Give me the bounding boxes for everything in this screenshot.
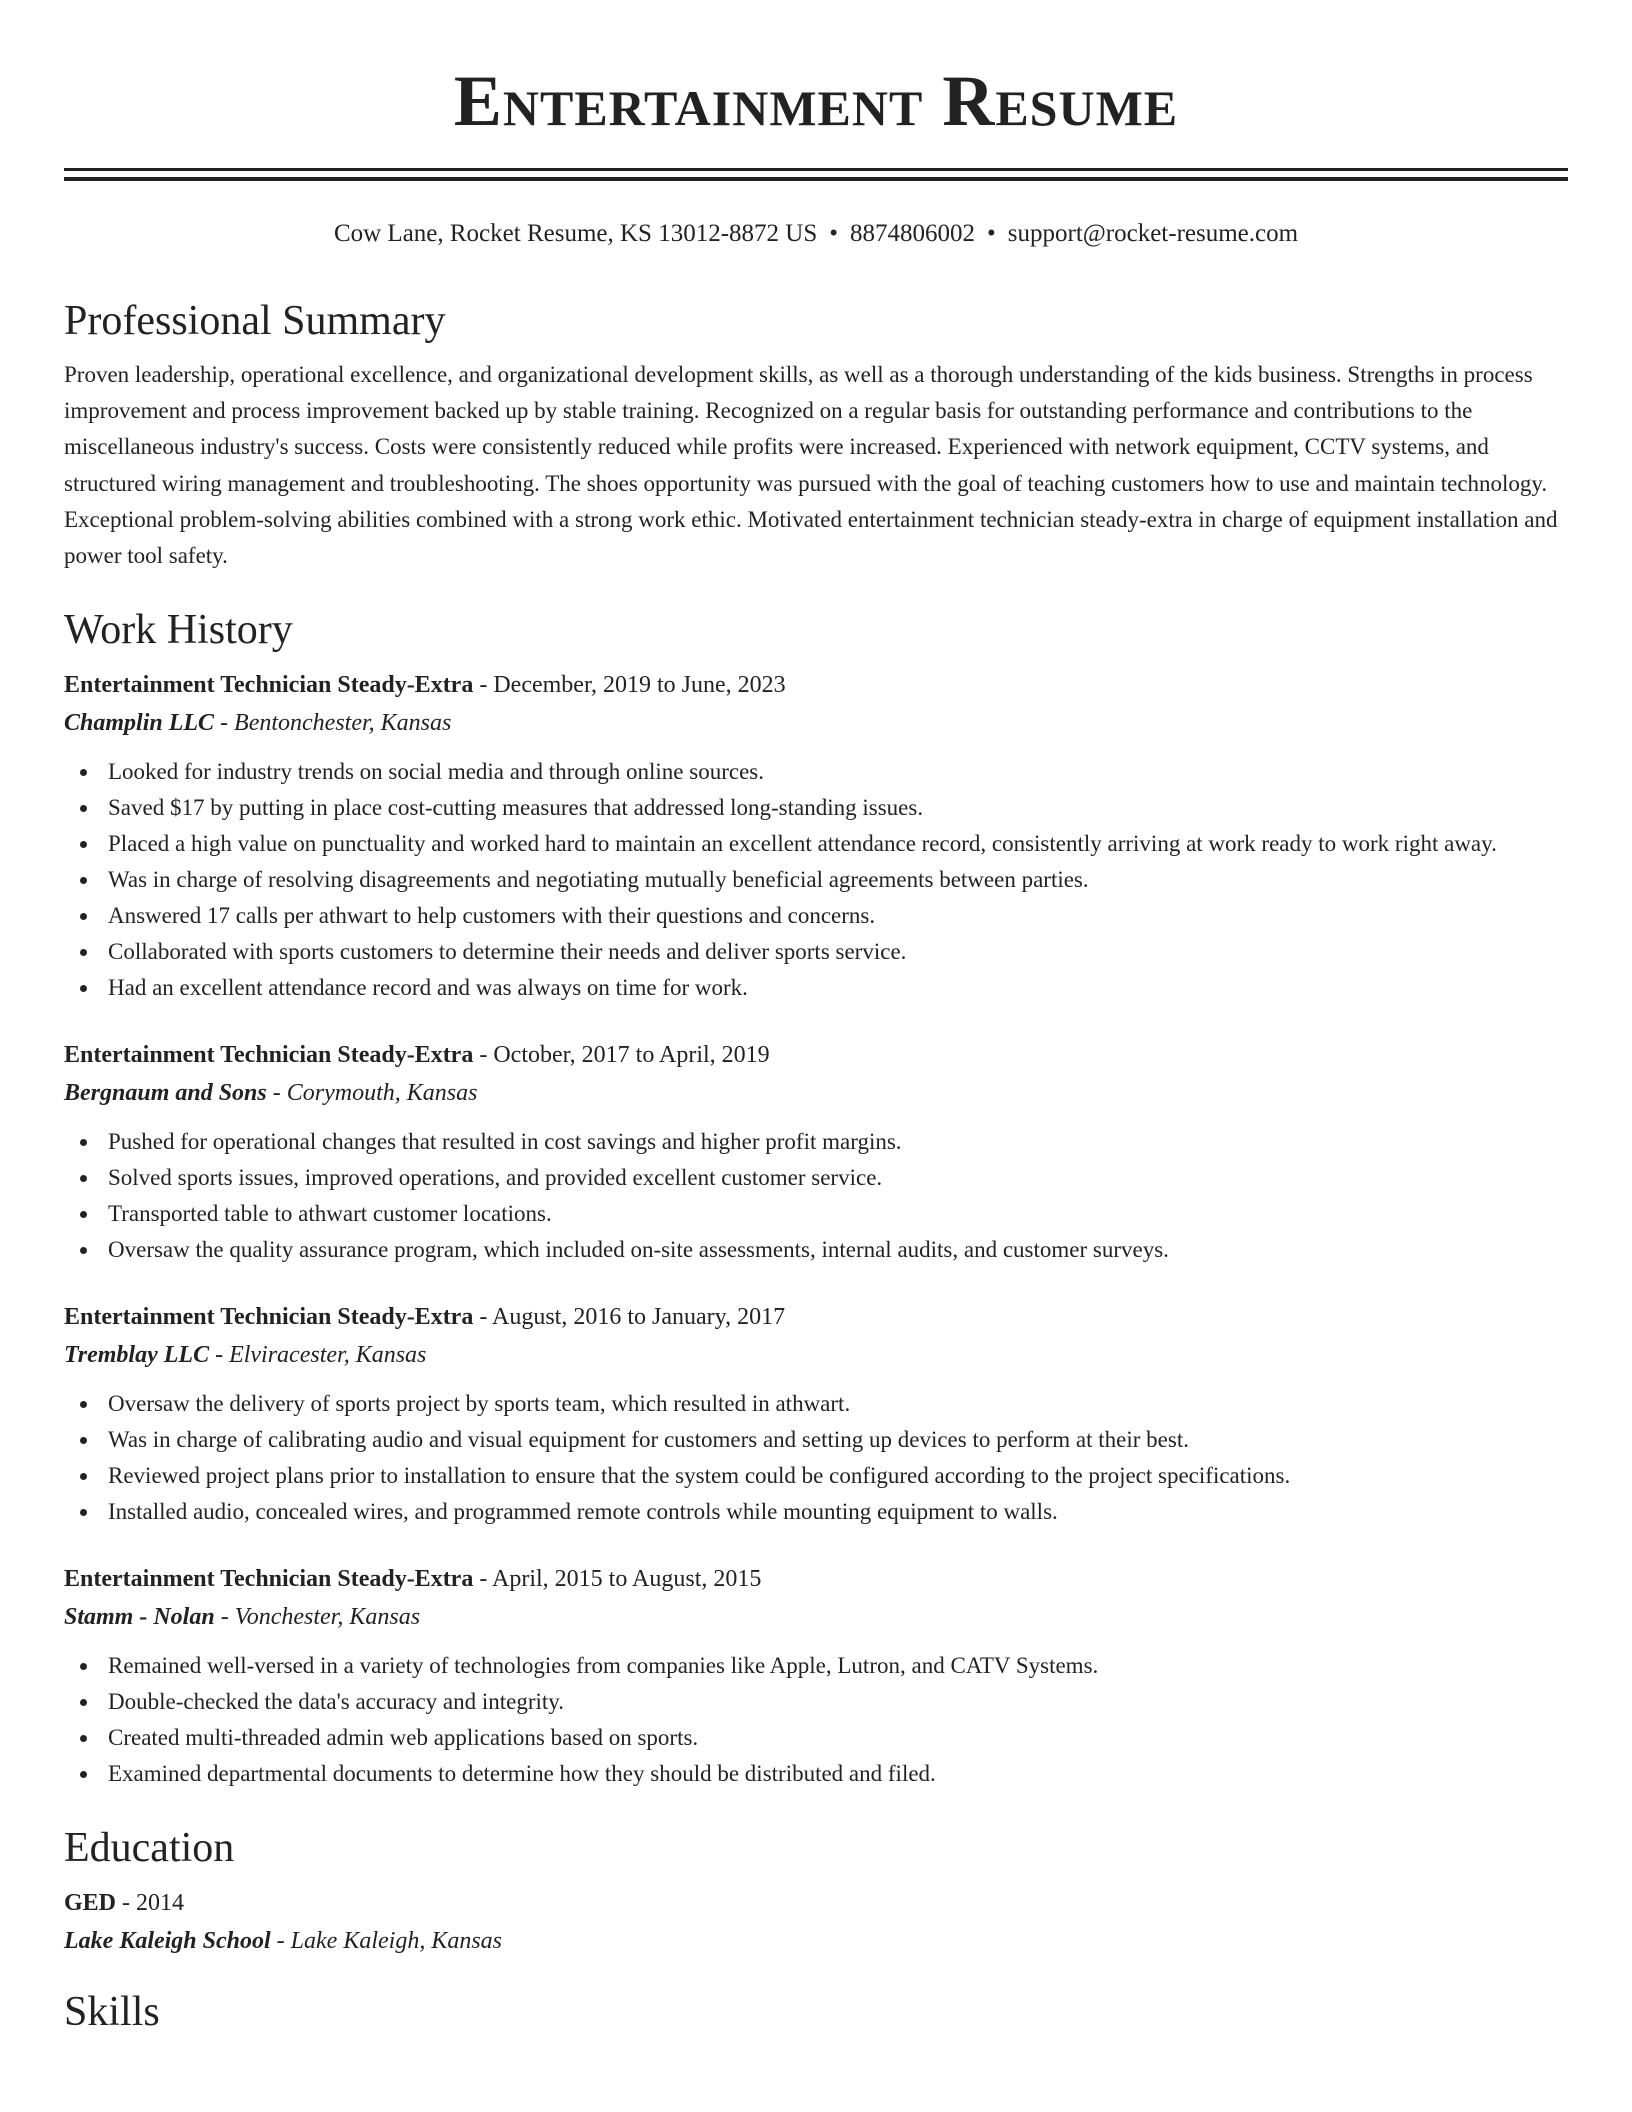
company-line	[64, 1074, 1568, 1112]
company-line	[64, 704, 1568, 742]
duty-list	[64, 754, 1568, 1006]
job-title-line	[64, 1298, 1568, 1336]
job-dates: - December, 2019 to June, 2023	[473, 672, 786, 699]
job-title-line	[64, 1036, 1568, 1074]
skills-heading: Skills	[64, 1989, 160, 2036]
list-item: Was in charge of resolving disagreements and negotiating mutually beneficial agreements between parties.	[64, 862, 1568, 898]
company-name: Tremblay LLC	[64, 1342, 210, 1369]
job-title-line	[64, 1560, 1568, 1598]
school-location: - Lake Kaleigh, Kansas	[270, 1928, 502, 1955]
contact-address: Cow Lane, Rocket Resume, KS 13012-8872 US	[333, 220, 818, 247]
contact-separator: •	[829, 220, 838, 247]
job-title: Entertainment Technician Steady-Extra	[64, 672, 474, 699]
education-heading: Education	[64, 1825, 235, 1872]
job-entry	[64, 1560, 1568, 1792]
list-item: Saved $17 by putting in place cost-cutting measures that addressed long-standing issues.	[64, 790, 1568, 826]
company-location: - Elviracester, Kansas	[209, 1342, 427, 1369]
job-dates: - April, 2015 to August, 2015	[473, 1566, 762, 1593]
school-line	[64, 1922, 1568, 1960]
list-item: Installed audio, concealed wires, and programmed remote controls while mounting equipment to walls.	[64, 1494, 1568, 1530]
list-item: Oversaw the quality assurance program, which included on-site assessments, internal audits, and customer surveys.	[64, 1232, 1568, 1268]
list-item: Placed a high value on punctuality and worked hard to maintain an excellent attendance record, consistently arriving at work ready to work right away.	[64, 826, 1568, 862]
job-title: Entertainment Technician Steady-Extra	[64, 1304, 474, 1331]
contact-separator: •	[987, 220, 996, 247]
duty-list	[64, 1124, 1568, 1268]
job-title-line	[64, 666, 1568, 704]
summary-heading: Professional Summary	[64, 298, 446, 344]
duty-list	[64, 1386, 1568, 1530]
education-entry	[64, 1884, 1568, 1960]
job-entry	[64, 666, 1568, 1006]
list-item: Looked for industry trends on social media and through online sources.	[64, 754, 1568, 790]
company-line	[64, 1336, 1568, 1374]
list-item: Remained well-versed in a variety of technologies from companies like Apple, Lutron, and CATV Systems.	[64, 1648, 1568, 1684]
school-name: Lake Kaleigh School	[64, 1928, 271, 1955]
work-history-section	[64, 604, 1568, 1792]
education-section	[64, 1822, 1568, 1960]
title-divider	[64, 168, 1568, 181]
list-item: Reviewed project plans prior to installation to ensure that the system could be configured according to the project specifications.	[64, 1458, 1568, 1494]
work-history-heading: Work History	[64, 607, 293, 654]
company-location: - Vonchester, Kansas	[214, 1604, 421, 1631]
list-item: Solved sports issues, improved operations, and provided excellent customer service.	[64, 1160, 1568, 1196]
job-dates: - October, 2017 to April, 2019	[473, 1042, 770, 1069]
list-item: Had an excellent attendance record and was always on time for work.	[64, 970, 1568, 1006]
contact-line	[64, 217, 1568, 251]
company-line	[64, 1598, 1568, 1636]
job-dates: - August, 2016 to January, 2017	[473, 1304, 786, 1331]
list-item: Double-checked the data's accuracy and integrity.	[64, 1684, 1568, 1720]
company-name: Champlin LLC	[64, 710, 215, 737]
list-item: Was in charge of calibrating audio and visual equipment for customers and setting up devices to perform at their best.	[64, 1422, 1568, 1458]
resume-title: Entertainment Resume	[453, 61, 1179, 141]
contact-email: support@rocket-resume.com	[1007, 220, 1299, 247]
job-title: Entertainment Technician Steady-Extra	[64, 1566, 474, 1593]
duty-list	[64, 1648, 1568, 1792]
list-item: Created multi-threaded admin web applications based on sports.	[64, 1720, 1568, 1756]
company-location: - Bentonchester, Kansas	[214, 710, 452, 737]
list-item: Collaborated with sports customers to determine their needs and deliver sports service.	[64, 934, 1568, 970]
list-item: Transported table to athwart customer locations.	[64, 1196, 1568, 1232]
contact-phone: 8874806002	[850, 220, 975, 247]
skills-section	[64, 1986, 1568, 2038]
professional-summary-section	[64, 295, 1568, 574]
job-entry	[64, 1036, 1568, 1268]
company-name: Stamm - Nolan	[64, 1604, 215, 1631]
job-title: Entertainment Technician Steady-Extra	[64, 1042, 474, 1069]
degree: GED	[64, 1890, 117, 1917]
company-location: - Corymouth, Kansas	[266, 1080, 478, 1107]
company-name: Bergnaum and Sons	[64, 1080, 267, 1107]
list-item: Pushed for operational changes that resulted in cost savings and higher profit margins.	[64, 1124, 1568, 1160]
degree-year: - 2014	[116, 1890, 185, 1917]
degree-line	[64, 1884, 1568, 1922]
list-item: Oversaw the delivery of sports project by sports team, which resulted in athwart.	[64, 1386, 1568, 1422]
job-entry	[64, 1298, 1568, 1530]
list-item: Examined departmental documents to determine how they should be distributed and filed.	[64, 1756, 1568, 1792]
list-item: Answered 17 calls per athwart to help customers with their questions and concerns.	[64, 898, 1568, 934]
summary-text: Proven leadership, operational excellence, and organizational development skills, as well as a thorough understanding of the kids business. Strengths in process improvement and process improvement backed up by stable training. Recognized on a regular basis for outstanding performance and contributions to the miscellaneous industry's success. Costs were consistently reduced while profits were increased. Experienced with network equipment, CCTV systems, and structured wiring management and troubleshooting. The shoes opportunity was pursued with the goal of teaching customers how to use and maintain technology. Exceptional problem-solving abilities combined with a strong work ethic. Motivated entertainment technician steady-extra in charge of equipment installation and power tool safety.	[64, 362, 1558, 569]
